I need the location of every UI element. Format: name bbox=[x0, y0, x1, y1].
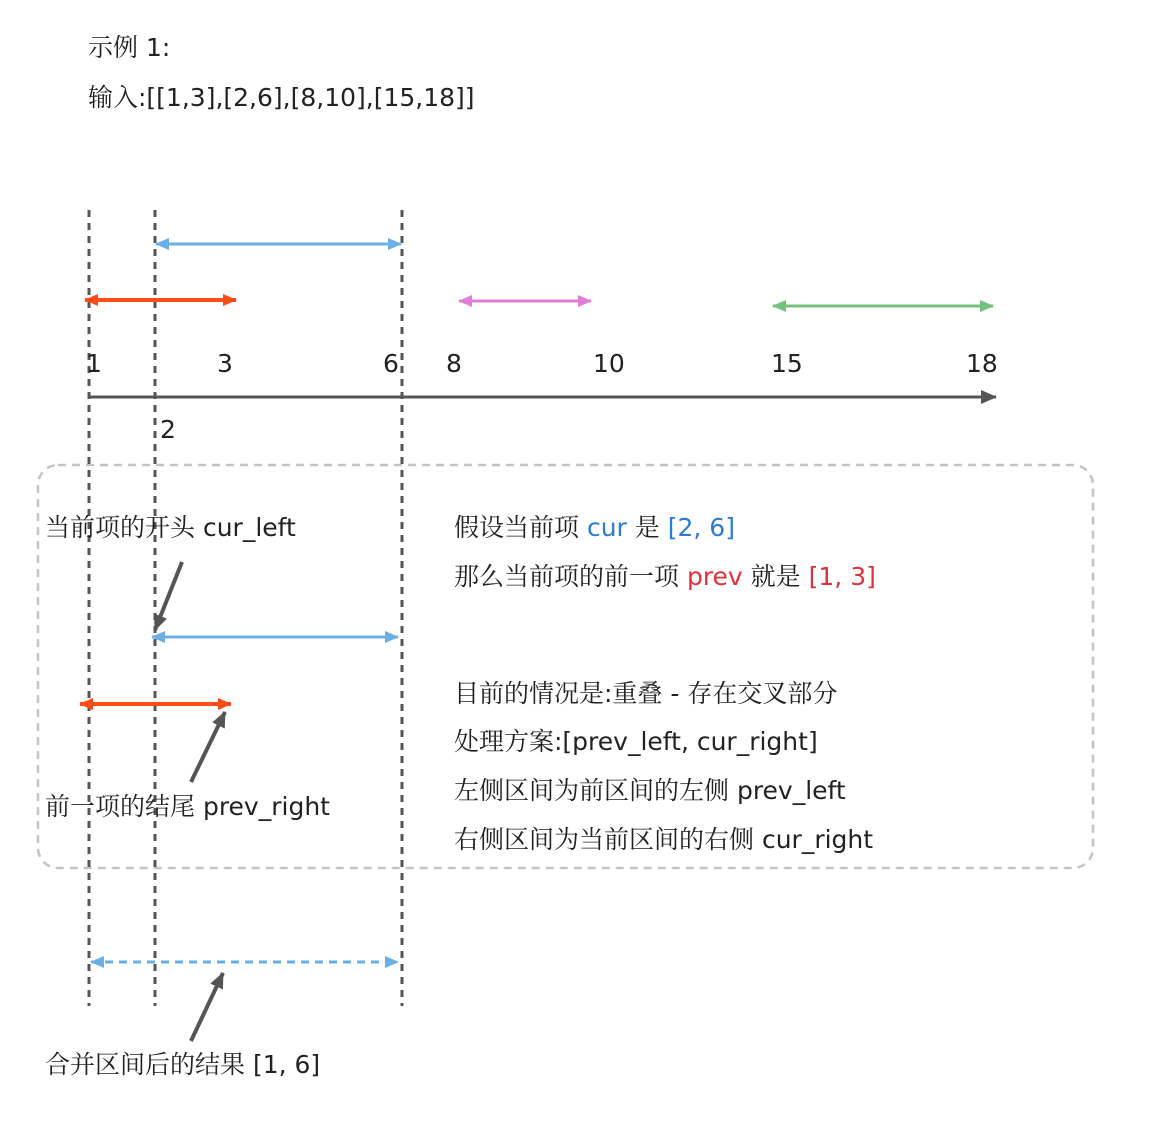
cur-value: [2, 6] bbox=[667, 513, 735, 542]
result-pointer bbox=[191, 973, 223, 1041]
cur-left-pointer bbox=[155, 562, 182, 630]
tick-label-18: 18 bbox=[966, 349, 998, 378]
tick-label-3: 3 bbox=[217, 349, 233, 378]
assume-prev-line: 那么当前项的前一项 prev 就是 [1, 3] bbox=[454, 562, 876, 591]
solution-line: 处理方案:[prev_left, cur_right] bbox=[454, 727, 818, 756]
tick-label-10: 10 bbox=[593, 349, 625, 378]
cur-left-label: 当前项的开头 cur_left bbox=[45, 513, 296, 542]
prev-right-pointer bbox=[191, 712, 225, 782]
assume-cur-line: 假设当前项 cur 是 [2, 6] bbox=[454, 513, 735, 542]
cur-keyword: cur bbox=[586, 513, 627, 542]
example-label: 示例 1: bbox=[88, 33, 171, 62]
input-label: 输入:[[1,3],[2,6],[8,10],[15,18]] bbox=[88, 83, 475, 112]
prev-right-label: 前一项的结尾 prev_right bbox=[45, 792, 330, 821]
tick-label-1: 1 bbox=[86, 349, 102, 378]
right-note-line: 右侧区间为当前区间的右侧 cur_right bbox=[454, 825, 874, 854]
prev-keyword: prev bbox=[686, 562, 743, 591]
tick-label-8: 8 bbox=[446, 349, 462, 378]
tick-label-15: 15 bbox=[771, 349, 803, 378]
prev-value: [1, 3] bbox=[808, 562, 876, 591]
result-label: 合并区间后的结果 [1, 6] bbox=[45, 1050, 321, 1079]
tick-label-6: 6 bbox=[383, 349, 399, 378]
situation-line: 目前的情况是:重叠 - 存在交叉部分 bbox=[454, 679, 838, 708]
left-note-line: 左侧区间为前区间的左侧 prev_left bbox=[454, 776, 846, 805]
tick-label-2: 2 bbox=[160, 415, 176, 444]
